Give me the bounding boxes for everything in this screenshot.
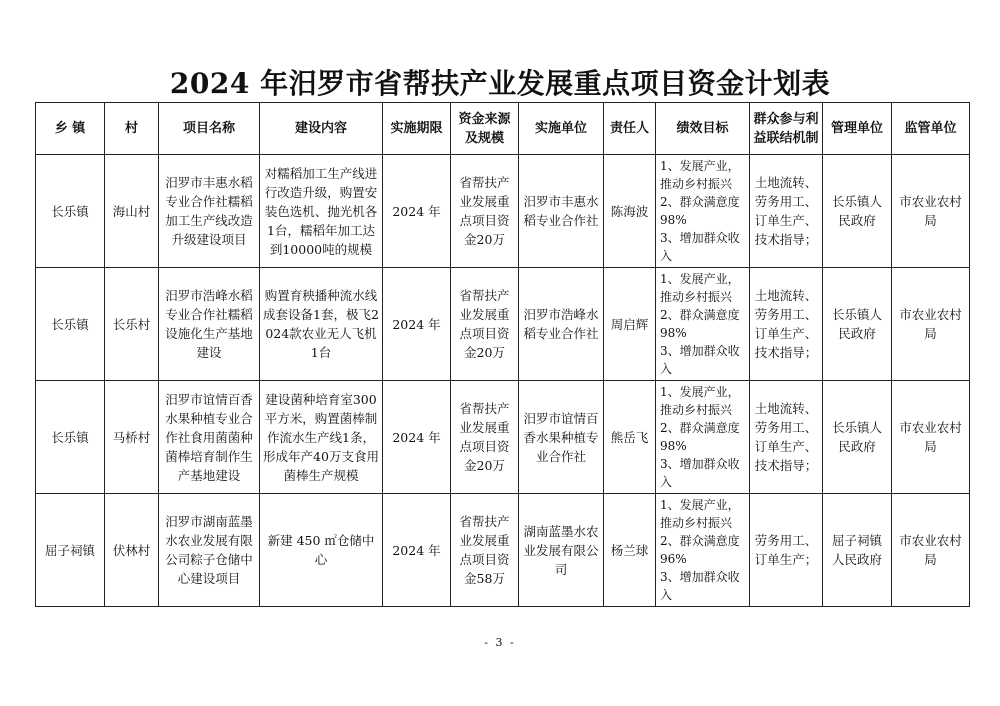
cell-implementer: 汨罗市丰惠水稻专业合作社 xyxy=(519,155,604,268)
col-header-supervisor: 监管单位 xyxy=(892,103,970,155)
cell-village: 马桥村 xyxy=(105,381,159,494)
cell-township: 长乐镇 xyxy=(36,381,105,494)
cell-person: 杨兰球 xyxy=(604,494,656,607)
cell-village: 海山村 xyxy=(105,155,159,268)
page-title: 2024 年汨罗市省帮扶产业发展重点项目资金计划表 xyxy=(169,67,831,100)
cell-supervisor: 市农业农村局 xyxy=(892,268,970,381)
col-header-project: 项目名称 xyxy=(159,103,260,155)
cell-funding: 省帮扶产业发展重点项目资金20万 xyxy=(451,381,519,494)
goal-item: 1、发展产业，推动乡村振兴 xyxy=(660,272,740,304)
table-row xyxy=(36,494,970,607)
col-header-village: 村 xyxy=(105,103,159,155)
goal-item: 3、增加群众收入 xyxy=(660,231,740,263)
col-header-implementer: 实施单位 xyxy=(519,103,604,155)
fund-plan-table xyxy=(35,102,970,607)
cell-period: 2024 年 xyxy=(383,494,451,607)
cell-mechanism: 土地流转、劳务用工、订单生产、技术指导； xyxy=(750,268,823,381)
goal-item: 1、发展产业，推动乡村振兴 xyxy=(660,498,740,530)
cell-period: 2024 年 xyxy=(383,155,451,268)
goal-item: 3、增加群众收入 xyxy=(660,570,740,602)
cell-mechanism: 土地流转、劳务用工、订单生产、技术指导； xyxy=(750,155,823,268)
cell-content: 对糯稻加工生产线进行改造升级，购置安装色选机、抛光机各1台，糯稻年加工达到10000吨的规模 xyxy=(260,155,383,268)
cell-manager: 长乐镇人民政府 xyxy=(823,155,892,268)
cell-person: 周启辉 xyxy=(604,268,656,381)
cell-manager: 屈子祠镇人民政府 xyxy=(823,494,892,607)
cell-supervisor: 市农业农村局 xyxy=(892,494,970,607)
cell-project: 汨罗市浩峰水稻专业合作社糯稻设施化生产基地建设 xyxy=(159,268,260,381)
cell-funding: 省帮扶产业发展重点项目资金20万 xyxy=(451,155,519,268)
cell-implementer: 汨罗市谊情百香水果种植专业合作社 xyxy=(519,381,604,494)
cell-period: 2024 年 xyxy=(383,268,451,381)
cell-supervisor: 市农业农村局 xyxy=(892,155,970,268)
cell-township: 长乐镇 xyxy=(36,155,105,268)
cell-manager: 长乐镇人民政府 xyxy=(823,268,892,381)
cell-implementer: 汨罗市浩峰水稻专业合作社 xyxy=(519,268,604,381)
col-header-period: 实施期限 xyxy=(383,103,451,155)
header-row xyxy=(36,103,970,155)
cell-implementer: 湖南蓝墨水农业发展有限公司 xyxy=(519,494,604,607)
cell-period: 2024 年 xyxy=(383,381,451,494)
cell-content: 建设菌种培育室300平方米，购置菌棒制作流水生产线1条，形成年产40万支食用菌棒生产规模 xyxy=(260,381,383,494)
cell-mechanism: 劳务用工、订单生产； xyxy=(750,494,823,607)
cell-person: 陈海波 xyxy=(604,155,656,268)
cell-funding: 省帮扶产业发展重点项目资金20万 xyxy=(451,268,519,381)
goal-item: 2、群众满意度98% xyxy=(660,195,740,227)
cell-person: 熊岳飞 xyxy=(604,381,656,494)
goal-item: 2、群众满意度98% xyxy=(660,308,740,340)
cell-manager: 长乐镇人民政府 xyxy=(823,381,892,494)
goal-item: 2、群众满意度96% xyxy=(660,534,740,566)
page-number: - 3 - xyxy=(484,636,516,649)
goal-item: 2、群众满意度98% xyxy=(660,421,740,453)
col-header-mechanism: 群众参与利益联结机制 xyxy=(750,103,823,155)
table-row xyxy=(36,155,970,268)
table-row xyxy=(36,381,970,494)
table-row xyxy=(36,268,970,381)
cell-township: 屈子祠镇 xyxy=(36,494,105,607)
cell-project: 汨罗市谊情百香水果种植专业合作社食用菌菌种菌棒培育制作生产基地建设 xyxy=(159,381,260,494)
cell-goals xyxy=(656,268,750,381)
cell-funding: 省帮扶产业发展重点项目资金58万 xyxy=(451,494,519,607)
cell-goals xyxy=(656,494,750,607)
cell-township: 长乐镇 xyxy=(36,268,105,381)
col-header-funding: 资金来源及规模 xyxy=(451,103,519,155)
goal-item: 3、增加群众收入 xyxy=(660,344,740,376)
goal-item: 1、发展产业，推动乡村振兴 xyxy=(660,159,740,191)
goal-item: 1、发展产业，推动乡村振兴 xyxy=(660,385,740,417)
col-header-goals: 绩效目标 xyxy=(656,103,750,155)
cell-supervisor: 市农业农村局 xyxy=(892,381,970,494)
col-header-manager: 管理单位 xyxy=(823,103,892,155)
cell-content: 购置育秧播种流水线成套设备1套，极飞2024款农业无人飞机1台 xyxy=(260,268,383,381)
col-header-township: 乡 镇 xyxy=(36,103,105,155)
cell-village: 伏林村 xyxy=(105,494,159,607)
cell-project: 汨罗市丰惠水稻专业合作社糯稻加工生产线改造升级建设项目 xyxy=(159,155,260,268)
col-header-person: 责任人 xyxy=(604,103,656,155)
cell-mechanism: 土地流转、劳务用工、订单生产、技术指导； xyxy=(750,381,823,494)
cell-goals xyxy=(656,155,750,268)
cell-goals xyxy=(656,381,750,494)
cell-project: 汨罗市湖南蓝墨水农业发展有限公司粽子仓储中心建设项目 xyxy=(159,494,260,607)
cell-content: 新建 450 ㎡仓储中心 xyxy=(260,494,383,607)
cell-village: 长乐村 xyxy=(105,268,159,381)
goal-item: 3、增加群众收入 xyxy=(660,457,740,489)
col-header-content: 建设内容 xyxy=(260,103,383,155)
